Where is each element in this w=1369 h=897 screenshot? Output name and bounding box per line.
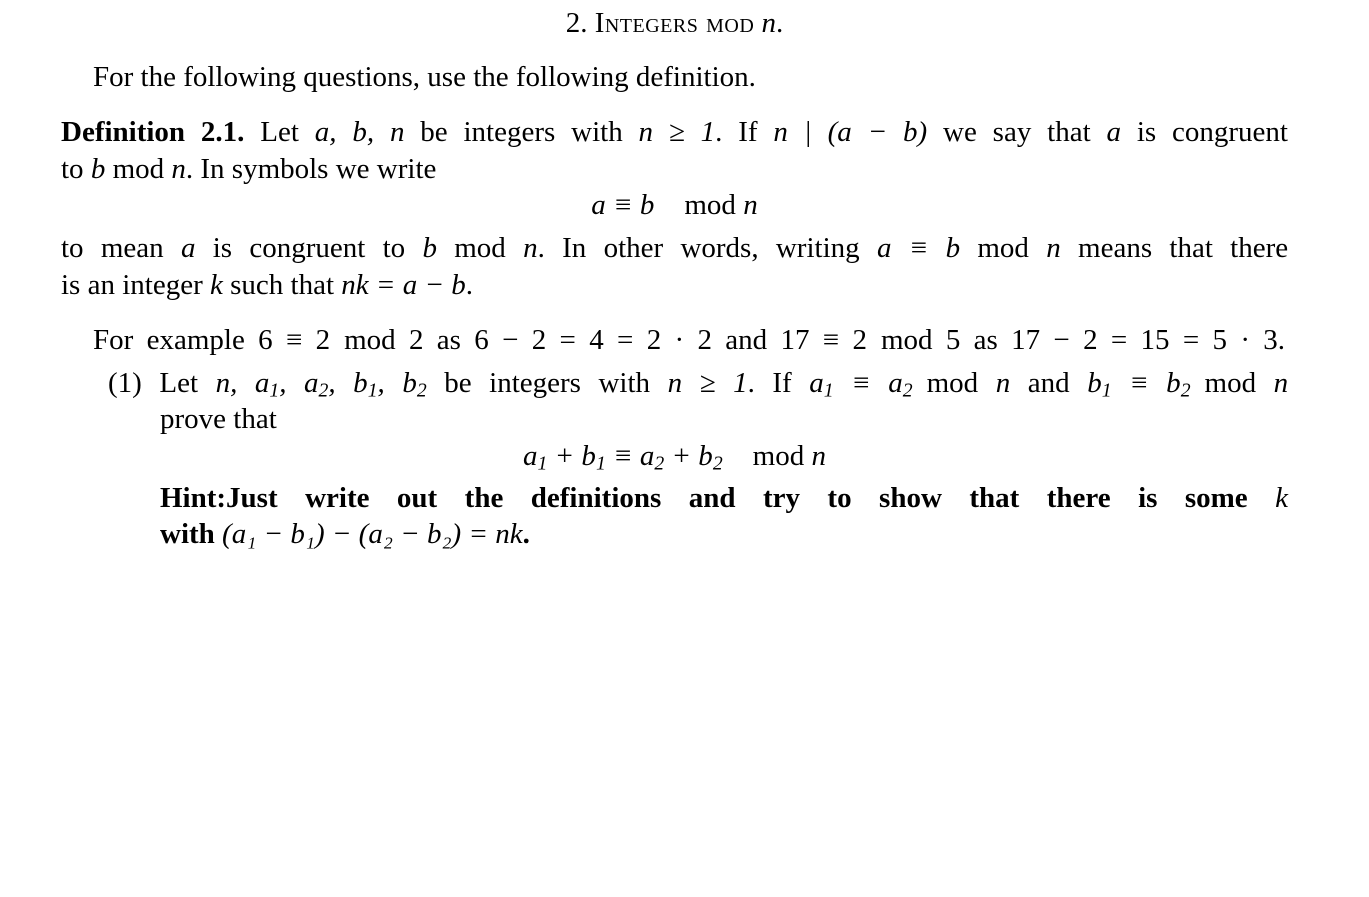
- math-variables: a, b, n: [314, 116, 405, 148]
- definition-text: mod: [112, 153, 165, 185]
- math-variable: n: [743, 189, 758, 221]
- math-equation: 17 − 2 = 15 = 5 · 3: [1011, 324, 1278, 356]
- definition-text: to mean: [61, 232, 164, 264]
- definition-line-2: [61, 155, 436, 184]
- definition-text: means that there: [1078, 232, 1289, 264]
- math-congruence: $b_1 \equiv b_2$: [1087, 367, 1191, 402]
- math-congruence: 17 ≡ 2: [780, 324, 867, 356]
- question-text: . If: [747, 367, 792, 399]
- math-variable: b: [90, 153, 106, 185]
- example-text: and: [725, 324, 768, 356]
- section-title-period: .: [776, 7, 784, 39]
- definition-text: Let: [260, 116, 299, 148]
- example-text: .: [1277, 324, 1286, 356]
- math-condition: n ≥ 1: [667, 367, 748, 399]
- math-variable: k: [209, 269, 223, 301]
- hint-text: .: [522, 518, 530, 550]
- math-variable: a: [180, 232, 196, 264]
- math-equation: nk = a − b: [341, 269, 466, 301]
- definition-text: to: [61, 153, 84, 185]
- definition-line-1: [61, 118, 1288, 147]
- definition-text: is congruent: [1136, 116, 1288, 148]
- display-equation-sum: [0, 440, 1349, 475]
- math-variable: n: [995, 367, 1011, 399]
- definition-text: is congruent to: [212, 232, 406, 264]
- question-text: Let: [159, 367, 199, 399]
- definition-line-4: [61, 271, 473, 300]
- math-variable: n: [1046, 232, 1061, 264]
- section-title-text: Integers mod: [594, 7, 755, 39]
- definition-text: .: [465, 269, 474, 301]
- math-mod: mod: [752, 440, 805, 472]
- math-congruence: a ≡ b: [591, 189, 655, 221]
- math-variables: n, $a_1$, $a_2$, $b_1$, $b_2$: [215, 367, 427, 402]
- math-sum-congruence: $a_1 + b_1 \equiv a_2 + b_2$: [523, 440, 723, 475]
- definition-text: be integers with: [420, 116, 623, 148]
- question-text: and: [1027, 367, 1070, 399]
- math-variable: k: [1275, 482, 1288, 514]
- math-mod: mod: [977, 232, 1029, 264]
- math-condition: n ≥ 1: [638, 116, 716, 148]
- definition-text: mod: [454, 232, 506, 264]
- math-divisibility: n | (a − b): [773, 116, 928, 148]
- math-mod: mod: [684, 189, 736, 221]
- math-variable: n: [811, 440, 826, 472]
- definition-text: . In other words, writing: [537, 232, 860, 264]
- math-equation: (a₁ − b₁) − (a₂ − b₂) = nk: [222, 518, 523, 550]
- example-text: For example: [93, 324, 245, 356]
- example-text: mod 2 as: [344, 324, 461, 356]
- hint-line-1: [160, 484, 1288, 513]
- hint-text: with: [160, 518, 215, 550]
- section-title-variable: n: [761, 7, 777, 39]
- definition-text: we say that: [943, 116, 1091, 148]
- hint-line-2: [160, 520, 530, 549]
- math-variable: n: [523, 232, 538, 264]
- math-variable: a: [1106, 116, 1121, 148]
- math-variable: n: [1273, 367, 1289, 399]
- question-1-line-1: [108, 367, 1289, 402]
- display-equation-congruence: [0, 191, 1349, 220]
- definition-text: such that: [230, 269, 335, 301]
- question-number: (1): [108, 367, 142, 399]
- section-title: [0, 9, 1349, 38]
- definition-label: Definition 2.1.: [61, 116, 245, 148]
- math-mod: mod: [1204, 367, 1257, 399]
- example-paragraph: [93, 326, 1285, 355]
- question-text: be integers with: [444, 367, 651, 399]
- math-congruence: 6 ≡ 2: [258, 324, 331, 356]
- definition-text: . If: [715, 116, 758, 148]
- math-congruence: a ≡ b: [876, 232, 961, 264]
- example-text: mod 5 as: [880, 324, 998, 356]
- hint-text: Hint:Just write out the definitions and try to show that there is some: [160, 482, 1248, 514]
- intro-paragraph: For the following questions, use the following definition.: [93, 61, 756, 93]
- definition-text: . In symbols we write: [185, 153, 437, 185]
- math-variable: b: [422, 232, 437, 264]
- section-number: 2.: [565, 7, 588, 39]
- math-mod: mod: [926, 367, 979, 399]
- definition-line-3: [61, 234, 1288, 263]
- definition-text: is an integer: [61, 269, 203, 301]
- question-1-line-2: prove that: [160, 403, 277, 435]
- math-congruence: $a_1 \equiv a_2$: [809, 367, 913, 402]
- math-equation: 6 − 2 = 4 = 2 · 2: [474, 324, 712, 356]
- math-variable: n: [171, 153, 186, 185]
